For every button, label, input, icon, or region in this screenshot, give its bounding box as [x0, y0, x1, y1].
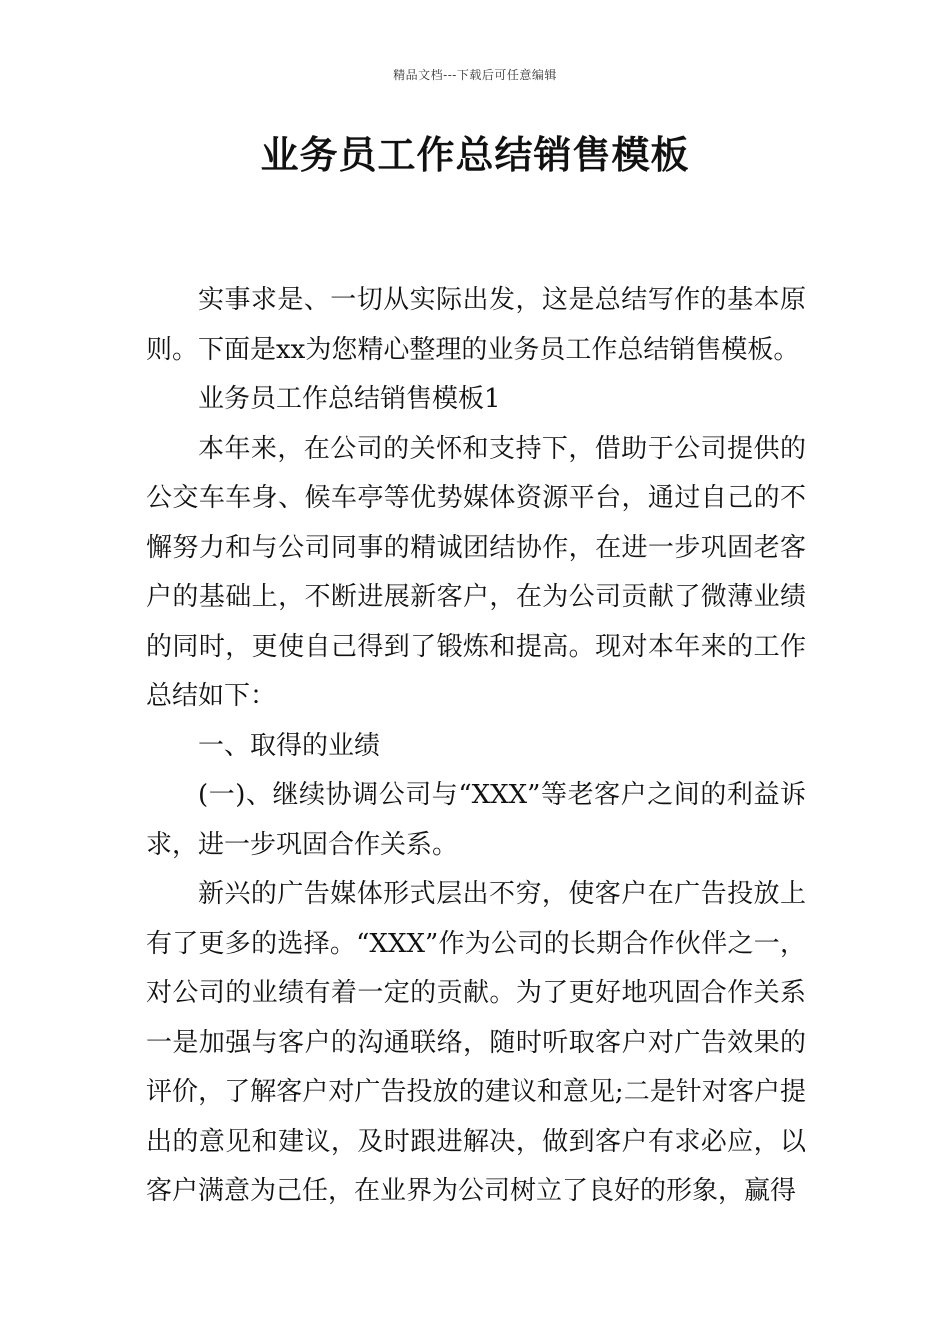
- intro-paragraph: 实事求是、一切从实际出发，这是总结写作的基本原则。下面是xx为您精心整理的业务员工作总结销售模板。: [146, 285, 806, 365]
- section-heading: 业务员工作总结销售模板1: [198, 384, 501, 414]
- document-body: [146, 276, 806, 1217]
- subsection-heading: 一、取得的业绩: [198, 730, 381, 761]
- document-title: 业务员工作总结销售模板: [260, 133, 690, 177]
- header-note: 精品文档---下载后可任意编辑: [393, 68, 557, 82]
- body-paragraph: 本年来，在公司的关怀和支持下，借助于公司提供的公交车车身、候车亭等优势媒体资源平台，通过自己的不懈努力和与公司同事的精诚团结协作，在进一步巩固老客户的基础上，不断进展新客户，在为公司贡献了微薄业绩的同时，更使自己得到了锻炼和提高。现对本年来的工作总结如下：: [146, 433, 806, 711]
- body-paragraph: 新兴的广告媒体形式层出不穷，使客户在广告投放上有了更多的选择。“XXX”作为公司的长期合作伙伴之一，对公司的业绩有着一定的贡献。为了更好地巩固合作关系一是加强与客户的沟通联络，随时听取客户对广告效果的评价，了解客户对广告投放的建议和意见;二是针对客户提出的意见和建议，及时跟进解决，做到客户有求必应，以客户满意为己任，在业界为公司树立了良好的形象，赢得: [146, 879, 806, 1206]
- body-paragraph: (一)、继续协调公司与“XXX”等老客户之间的利益诉求，进一步巩固合作关系。: [146, 780, 806, 860]
